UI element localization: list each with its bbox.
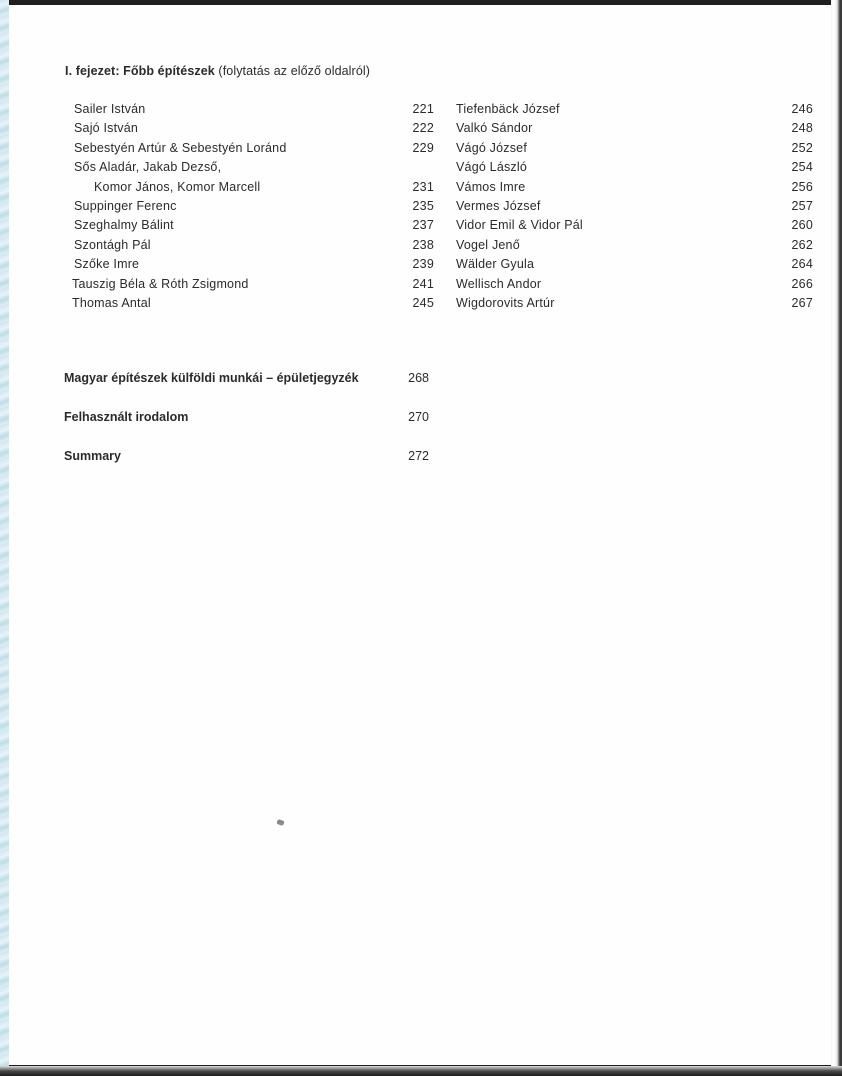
- entry-name: Wellisch Andor: [456, 276, 542, 291]
- entry-page: 266: [791, 276, 813, 291]
- toc-section-buildings-abroad: [64, 368, 429, 388]
- toc-entry: [456, 275, 813, 294]
- entry-page: 239: [412, 257, 434, 272]
- chapter-title: I. fejezet: Főbb építészek: [65, 64, 215, 78]
- toc-entry: [456, 119, 813, 138]
- entry-page: 248: [791, 121, 813, 136]
- entry-name: Vágó László: [456, 160, 527, 175]
- toc-entry: [456, 216, 813, 235]
- entry-page: 241: [412, 276, 434, 291]
- entry-page: 221: [412, 102, 434, 116]
- entry-page: 231: [412, 179, 434, 194]
- entry-page: 229: [412, 140, 434, 155]
- toc-entry: [74, 275, 434, 294]
- entry-name: Tiefenbäck József: [456, 102, 560, 116]
- section-page: 272: [408, 449, 429, 463]
- entry-page: 264: [791, 257, 813, 272]
- entry-name: Szeghalmy Bálint: [74, 218, 174, 233]
- entry-name: Vermes József: [456, 198, 541, 213]
- toc-entry: [456, 178, 813, 197]
- entry-name: Sebestyén Artúr & Sebestyén Loránd: [74, 140, 287, 155]
- entry-page: 267: [791, 295, 813, 310]
- entry-name: Suppinger Ferenc: [74, 198, 177, 213]
- entry-name: Szőke Imre: [74, 257, 140, 272]
- section-page: 268: [408, 371, 429, 385]
- toc-entry: [74, 158, 434, 177]
- page-edge-bottom: [0, 1066, 842, 1076]
- toc-right-column: [456, 100, 813, 313]
- entry-page: 260: [791, 218, 813, 233]
- entry-name: Vámos Imre: [456, 179, 526, 194]
- entry-name: Thomas Antal: [72, 295, 151, 310]
- toc-entry: [456, 236, 813, 255]
- entry-name: Wälder Gyula: [456, 257, 535, 272]
- entry-name: Szontágh Pál: [74, 237, 151, 252]
- section-page: 270: [408, 410, 429, 424]
- page-edge-left: [0, 0, 9, 1076]
- entry-name: Sailer István: [74, 102, 146, 116]
- entry-name: Vágó József: [456, 140, 527, 155]
- toc-entry: [74, 236, 434, 255]
- toc-section-summary: [64, 446, 429, 466]
- toc-section-literature: [64, 407, 429, 427]
- section-title: Magyar építészek külföldi munkái – épületjegyzék: [64, 371, 359, 385]
- toc-entry: [74, 139, 434, 158]
- toc-entry: [456, 158, 813, 177]
- entry-name: Wigdorovits Artúr: [456, 295, 555, 310]
- toc-left-column: [74, 100, 434, 313]
- chapter-continuation-note: (folytatás az előző oldalról): [214, 64, 371, 78]
- entry-page: 262: [791, 237, 813, 252]
- entry-page: 246: [791, 102, 813, 116]
- toc-entry-continuation: [74, 178, 434, 197]
- entry-name: Komor János, Komor Marcell: [94, 179, 261, 194]
- entry-name: Valkó Sándor: [456, 121, 533, 136]
- toc-entry: [74, 197, 434, 216]
- toc-entry: [456, 139, 813, 158]
- entry-page: 237: [412, 218, 434, 233]
- toc-entry: [74, 294, 434, 313]
- page-edge-right: [831, 0, 842, 1076]
- section-title: Felhasznált irodalom: [64, 410, 189, 424]
- toc-entry: [74, 100, 434, 119]
- entry-page: 238: [412, 237, 434, 252]
- entry-name: Vidor Emil & Vidor Pál: [456, 218, 583, 233]
- toc-entry: [74, 216, 434, 235]
- entry-page: 257: [791, 198, 813, 213]
- entry-name: Sős Aladár, Jakab Dezső,: [74, 160, 222, 175]
- entry-page: 254: [791, 160, 813, 175]
- chapter-heading: [65, 64, 370, 78]
- paper-speck: [276, 819, 284, 826]
- entry-name: Vogel Jenő: [456, 237, 520, 252]
- entry-page: 235: [412, 198, 434, 213]
- toc-entry: [456, 294, 813, 313]
- toc-entry: [456, 197, 813, 216]
- toc-entry: [456, 255, 813, 274]
- entry-name: Sajó István: [74, 121, 139, 136]
- entry-page: 222: [412, 121, 434, 136]
- entry-name: Tauszig Béla & Róth Zsigmond: [72, 276, 249, 291]
- entry-page: 252: [791, 140, 813, 155]
- toc-entry: [456, 100, 813, 119]
- entry-page: 245: [412, 295, 434, 310]
- entry-page: 256: [791, 179, 813, 194]
- toc-page: [9, 5, 831, 1065]
- section-title: Summary: [64, 449, 121, 463]
- toc-entry: [74, 255, 434, 274]
- toc-entry: [74, 119, 434, 138]
